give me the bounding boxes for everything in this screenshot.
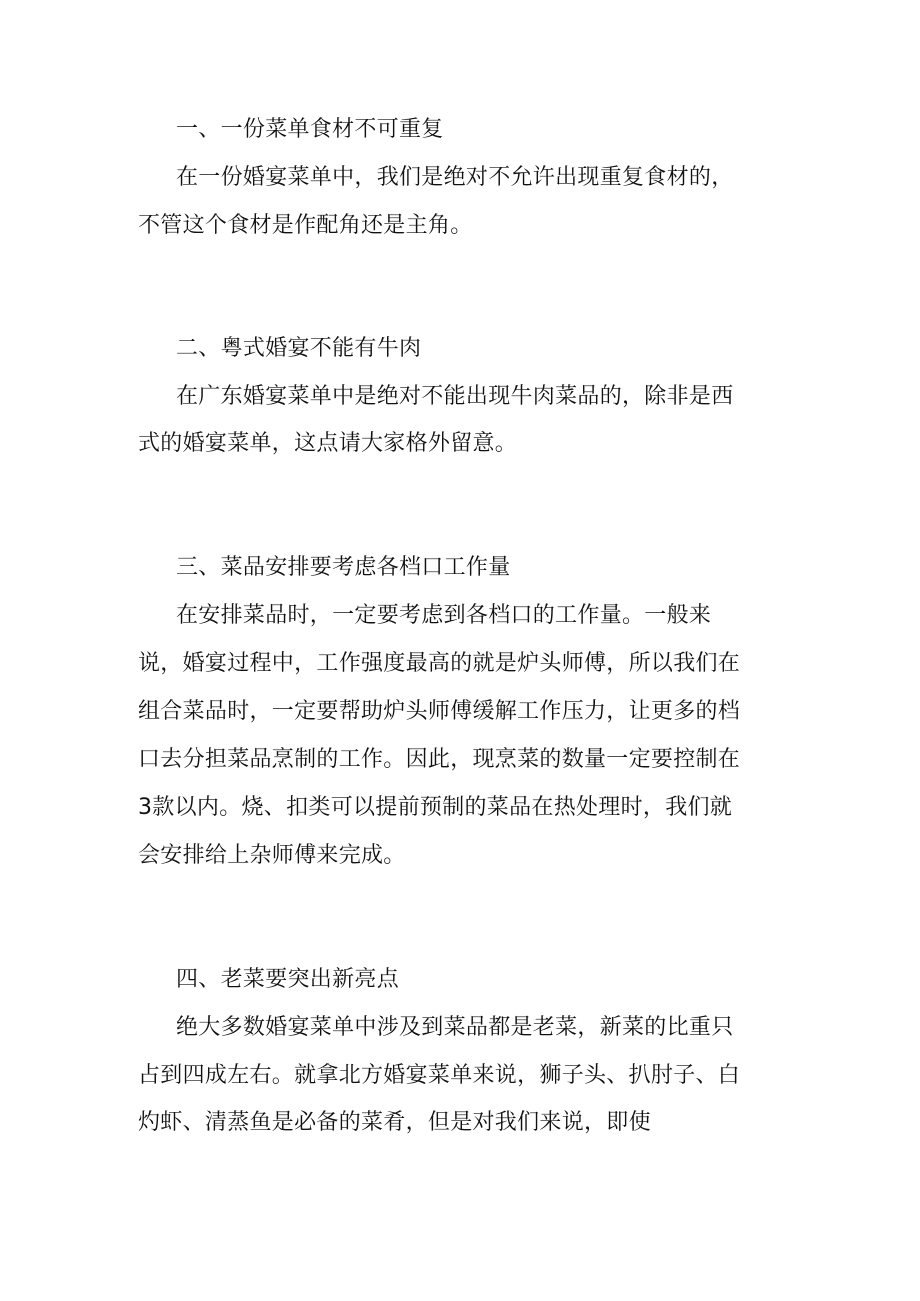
paragraph-line: 口去分担菜品烹制的工作。因此，现烹菜的数量一定要控制在	[138, 747, 741, 772]
paragraph-line: 占到四成左右。就拿北方婚宴菜单来说，狮子头、扒肘子、白	[138, 1063, 741, 1088]
paragraph-line: 在安排菜品时，一定要考虑到各档口的工作量。一般来	[176, 603, 712, 628]
paragraph-line: 说，婚宴过程中，工作强度最高的就是炉头师傅，所以我们在	[138, 651, 741, 676]
paragraph-line: 灼虾、清蒸鱼是必备的菜肴，但是对我们来说，即使	[138, 1110, 651, 1135]
section-heading: 二、粤式婚宴不能有牛肉	[176, 336, 422, 361]
paragraph-line: 组合菜品时，一定要帮助炉头师傅缓解工作压力，让更多的档	[138, 699, 741, 724]
section-heading: 一、一份菜单食材不可重复	[176, 117, 444, 142]
paragraph-line: 会安排给上杂师傅来完成。	[138, 843, 406, 868]
section-heading: 三、菜品安排要考虑各档口工作量	[176, 555, 511, 580]
paragraph-line: 式的婚宴菜单，这点请大家格外留意。	[138, 431, 518, 456]
paragraph-line: 在广东婚宴菜单中是绝对不能出现牛肉菜品的，除非是西	[176, 384, 734, 409]
section-heading: 四、老菜要突出新亮点	[176, 967, 400, 992]
paragraph-line: 绝大多数婚宴菜单中涉及到菜品都是老菜，新菜的比重只	[176, 1015, 734, 1040]
paragraph-line: 3款以内。烧、扣类可以提前预制的菜品在热处理时，我们就	[138, 795, 733, 820]
paragraph-line: 在一份婚宴菜单中，我们是绝对不允许出现重复食材的，	[176, 165, 734, 190]
paragraph-line: 不管这个食材是作配角还是主角。	[138, 213, 473, 238]
